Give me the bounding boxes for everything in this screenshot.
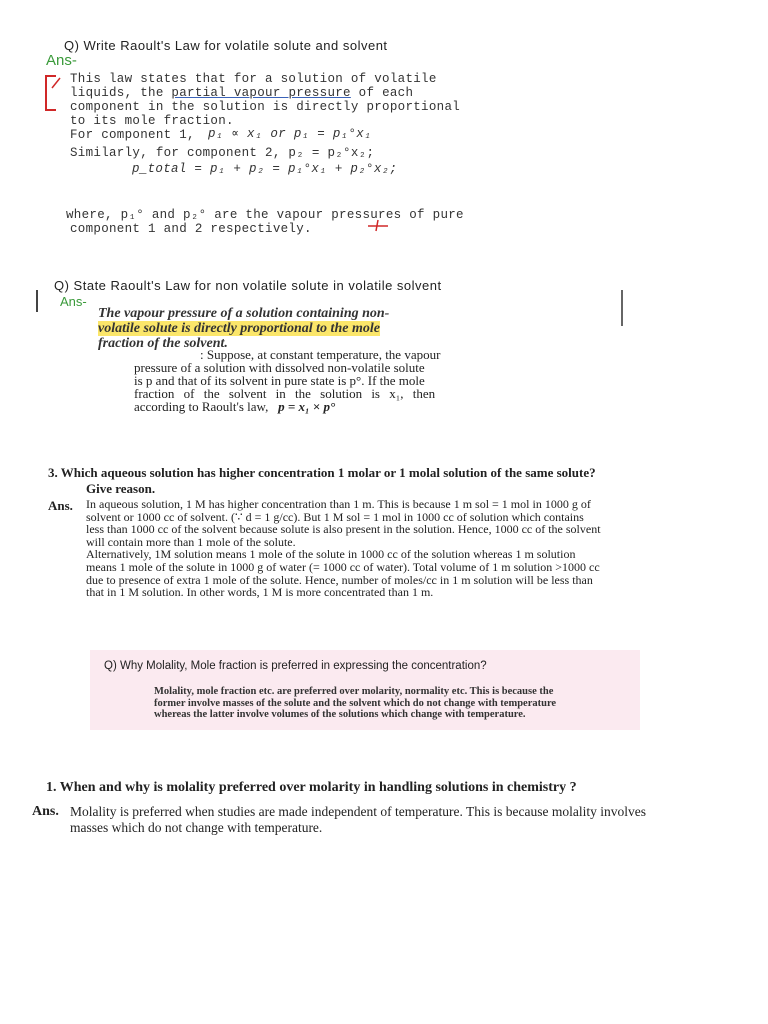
block2-law (98, 306, 389, 351)
block4-line: Molality, mole fraction etc. are preferred over molarity, normality etc. This is because the (154, 686, 554, 697)
block3-line: that in 1 M solution. In other words, 1 M is more concentrated than 1 m. (86, 585, 434, 600)
block1-line: component in the solution is directly proportional (70, 100, 461, 114)
block5-question: 1. When and why is molality preferred over molarity in handling solutions in chemistry ? (46, 780, 577, 795)
block1-line: For component 1, (70, 128, 195, 142)
block2-question: Q) State Raoult's Law for non volatile solute in volatile solvent (54, 278, 442, 293)
block3-line: means 1 mole of the solute in 1000 g of water (= 1000 cc of water). Total volume of 1 m solution >1000 cc (86, 559, 600, 574)
block5 (20, 772, 692, 846)
block3-line: due to presence of extra 1 mole of the solute. Hence, number of moles/cc in 1 m solution will be less than (86, 572, 593, 587)
block4-line: former involve masses of the solute and the solvent which do not change with temperature (154, 697, 557, 709)
block3-ans-label: Ans. (48, 498, 73, 513)
block2-law-line (98, 321, 389, 336)
block5-ans-label: Ans. (32, 804, 59, 819)
block1-eq1: p₁ ∝ x₁ or p₁ = p₁°x₁ (208, 127, 372, 141)
block2-ans-label: Ans- (60, 294, 87, 309)
block1-line: liquids, the partial vapour pressure of each (70, 86, 414, 100)
block1-underlined: partial vapour pressure (171, 86, 351, 100)
block2-formula: p = x₁ × p° (278, 399, 336, 414)
block1-question: Q) Write Raoult's Law for volatile solute and solvent (64, 38, 388, 53)
block2 (30, 272, 630, 432)
block1-similarly: Similarly, for component 2, p₂ = p₂°x₂; (70, 146, 375, 160)
block1-where2: component 1 and 2 respectively. (70, 222, 312, 236)
block4 (90, 650, 640, 730)
block5-line: masses which do not change with temperature. (70, 820, 323, 835)
block5-qnum: 1. (46, 780, 57, 795)
block2-law-line: fraction of the solvent. (98, 336, 228, 351)
block2-line: pressure of a solution with dissolved non-volatile solute (134, 360, 425, 375)
red-bracket-mark (42, 74, 62, 114)
block4-body (154, 686, 556, 721)
block1 (40, 30, 600, 245)
block3-line: less than 1000 cc of the solvent because solute is also present in the solution. Hence, 1000 cc of the solvent (86, 522, 601, 537)
block1-line: This law states that for a solution of volatile (70, 72, 437, 86)
block2-margin-line-left (36, 290, 38, 312)
block3-line: In aqueous solution, 1 M has higher concentration than 1 m. This is because 1 m sol = 1 mol in 1000 g of (86, 497, 591, 511)
block5-body (70, 804, 646, 836)
block1-ptotal: p_total = p₁ + p₂ = p₁°x₁ + p₂°x₂; (132, 162, 398, 176)
block3-line: Alternatively, 1M solution means 1 mole of the solute in 1000 cc of the solution whereas 1 m solution (86, 547, 576, 562)
block2-margin-line-right (621, 290, 623, 326)
block2-line: : Suppose, at constant temperature, the vapour (200, 347, 441, 362)
block5-line: Molality is preferred when studies are made independent of temperature. This is because molality involves (70, 804, 646, 819)
block4-line: whereas the latter involve volumes of the solutions which change with temperature. (154, 709, 526, 720)
block1-line: to its mole fraction. (70, 114, 234, 128)
block2-line: according to Raoult's law, p = x₁ × p° (134, 399, 336, 414)
block3-line: will contain more than 1 mole of the solute. (86, 534, 296, 549)
block3-question-l2: Give reason. (86, 481, 156, 496)
block1-where1: where, p₁° and p₂° are the vapour pressures of pure (66, 208, 464, 222)
block1-ans-label: Ans- (46, 52, 77, 69)
block3-qnum: 3. (48, 465, 58, 480)
red-cross-mark (366, 218, 390, 232)
block3 (20, 462, 692, 612)
block3-line: solvent or 1000 cc of solvent. (∵ d = 1 g/cc). But 1 M sol = 1 mol in 1000 cc of solution which contains (86, 509, 584, 524)
block2-line: is p and that of its solvent in pure state is p°. If the mole (134, 373, 425, 388)
block3-question: 3. Which aqueous solution has higher concentration 1 molar or 1 molal solution of the same solute? (48, 465, 596, 480)
block2-law-line: The vapour pressure of a solution containing non- (98, 306, 390, 321)
block2-body (134, 348, 440, 413)
block3-body (86, 498, 601, 599)
block4-question: Q) Why Molality, Mole fraction is preferred in expressing the concentration? (104, 660, 487, 672)
block2-line: fraction of the solvent in the solution is x₁, then (134, 386, 436, 401)
highlight-mark: volatile solute is directly proportional to the mole (98, 321, 380, 336)
